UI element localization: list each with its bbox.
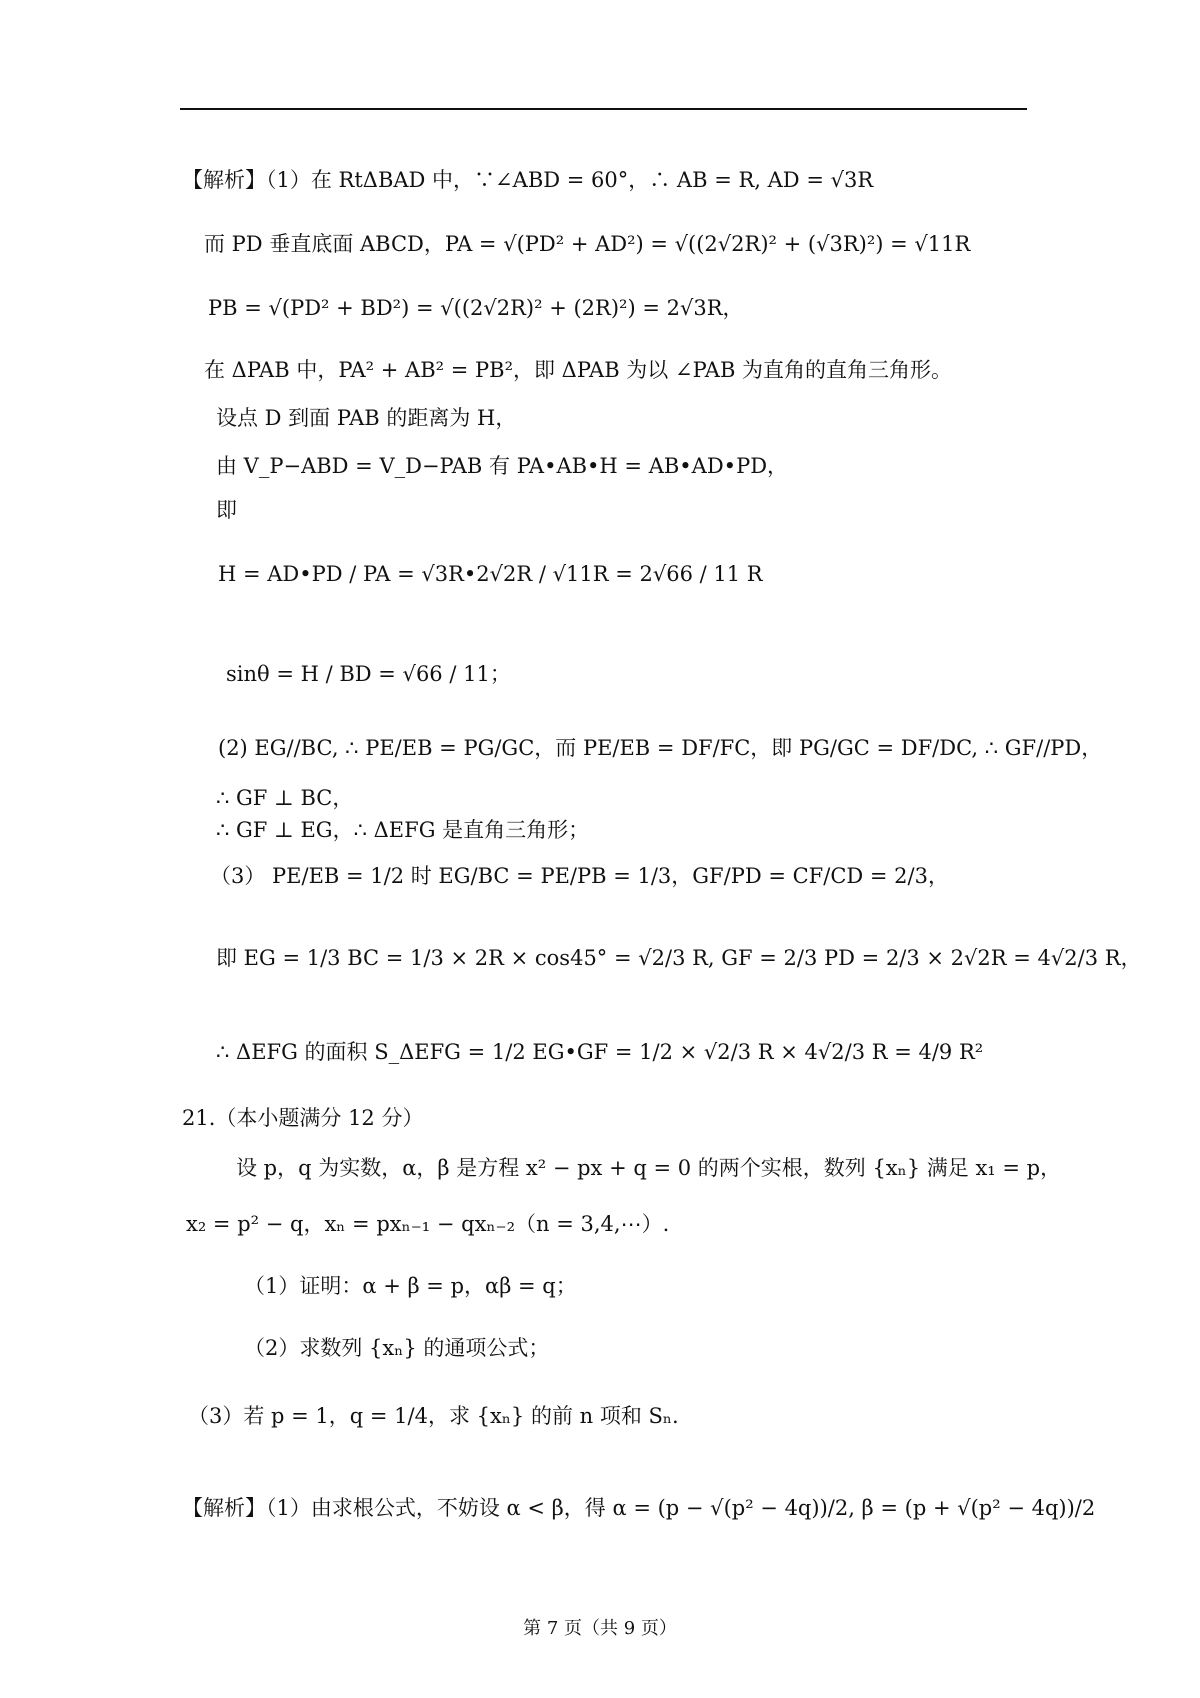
line-text: 21.（本小题满分 12 分） bbox=[182, 1106, 424, 1130]
line-text: 而 PD 垂直底面 ABCD，PA = √(PD² + AD²) = √((2√2R)² + (√3R)²) = √11R bbox=[204, 232, 971, 256]
solution-line-7 bbox=[216, 496, 237, 524]
line-text: 设点 D 到面 PAB 的距离为 H， bbox=[216, 406, 517, 430]
formula-H bbox=[218, 560, 763, 588]
line-text: （1）证明：α + β = p，αβ = q； bbox=[244, 1274, 577, 1298]
line-text: ∴ GF ⊥ EG，∴ ΔEFG 是直角三角形； bbox=[216, 818, 590, 842]
solution-line-11 bbox=[216, 784, 353, 812]
line-text: 在 ΔPAB 中，PA² + AB² = PB²，即 ΔPAB 为以 ∠PAB 为直角的直角三角形。 bbox=[204, 358, 953, 382]
solution-line-3 bbox=[208, 294, 744, 322]
line-text: 即 EG = 1/3 BC = 1/3 × 2R × cos45° = √2/3 R, GF = 2/3 PD = 2/3 × 2√2R = 4√2/3 R， bbox=[216, 946, 1142, 970]
solution-line-12 bbox=[216, 816, 589, 844]
line-text: H = AD•PD / PA = √3R•2√2R / √11R = 2√66 / 11 R bbox=[218, 562, 763, 586]
question-21-part-3 bbox=[188, 1402, 679, 1430]
solution-line-4 bbox=[204, 356, 952, 384]
solution-line-6 bbox=[216, 452, 788, 480]
line-text: 设 p，q 为实数，α，β 是方程 x² − px + q = 0 的两个实根，数列 {xₙ} 满足 x₁ = p， bbox=[236, 1156, 1062, 1180]
line-text: (2) EG//BC, ∴ PE/EB = PG/GC，而 PE/EB = DF/FC，即 PG/GC = DF/DC, ∴ GF//PD， bbox=[218, 736, 1103, 760]
solution-line-14 bbox=[216, 944, 1142, 972]
solution-part-2 bbox=[218, 734, 1102, 762]
question-21-header bbox=[182, 1104, 423, 1132]
solution-line-1 bbox=[182, 166, 873, 194]
line-text: 【解析】（1）在 RtΔBAD 中，∵∠ABD = 60°，∴ AB = R, AD = √3R bbox=[182, 168, 874, 192]
line-text: ∴ ΔEFG 的面积 S_ΔEFG = 1/2 EG•GF = 1/2 × √2/3 R × 4√2/3 R = 4/9 R² bbox=[216, 1040, 984, 1064]
question-21-solution bbox=[182, 1494, 1095, 1522]
line-text: 【解析】（1）由求根公式，不妨设 α < β，得 α = (p − √(p² − 4q))/2, β = (p + √(p² − 4q))/2 bbox=[182, 1496, 1096, 1520]
line-text: sinθ = H / BD = √66 / 11； bbox=[226, 662, 511, 686]
formula-sin-theta bbox=[226, 660, 511, 688]
solution-line-2 bbox=[204, 230, 970, 258]
question-21-part-2 bbox=[244, 1334, 549, 1362]
line-text: 即 bbox=[216, 498, 237, 522]
solution-part-3 bbox=[210, 862, 949, 890]
line-text: 由 V_P−ABD = V_D−PAB 有 PA•AB•H = AB•AD•PD， bbox=[216, 454, 789, 478]
line-text: PB = √(PD² + BD²) = √((2√2R)² + (2R)²) = 2√3R， bbox=[208, 296, 744, 320]
question-21-part-1 bbox=[244, 1272, 577, 1300]
solution-line-5 bbox=[216, 404, 516, 432]
line-text: （3）若 p = 1，q = 1/4，求 {xₙ} 的前 n 项和 Sₙ. bbox=[188, 1404, 679, 1428]
line-text: （3） PE/EB = 1/2 时 EG/BC = PE/PB = 1/3，GF/PD = CF/CD = 2/3， bbox=[210, 864, 949, 888]
question-21-line-1 bbox=[236, 1154, 1061, 1182]
line-text: ∴ GF ⊥ BC， bbox=[216, 786, 354, 810]
question-21-line-2 bbox=[186, 1210, 669, 1238]
line-text: （2）求数列 {xₙ} 的通项公式； bbox=[244, 1336, 550, 1360]
line-text: x₂ = p² − q，xₙ = pxₙ₋₁ − qxₙ₋₂（n = 3,4,⋯）. bbox=[186, 1212, 670, 1236]
page-footer: 第 7 页（共 9 页） bbox=[523, 1618, 677, 1639]
header-rule bbox=[180, 108, 1027, 110]
solution-line-15 bbox=[216, 1038, 983, 1066]
